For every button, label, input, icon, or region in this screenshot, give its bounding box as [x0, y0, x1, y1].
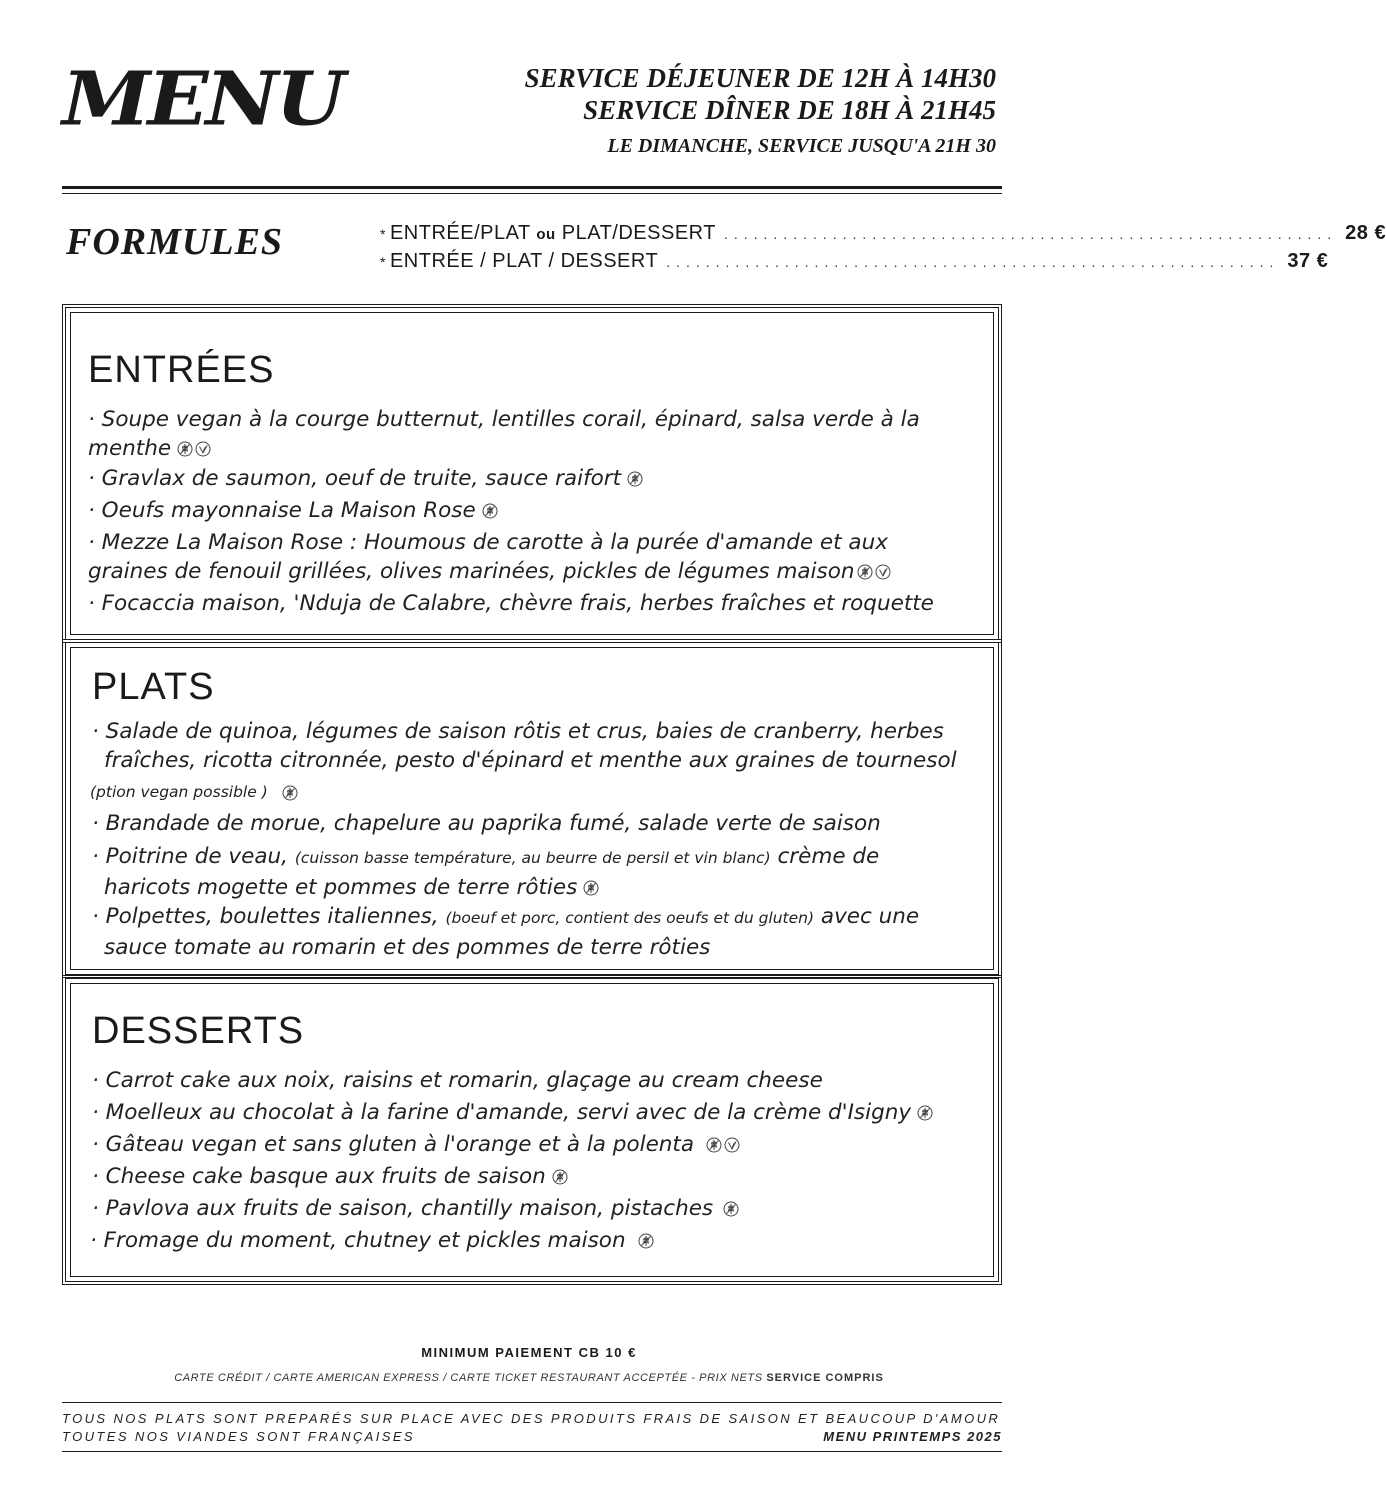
dinner-hours: SERVICE DÎNER DE 18H À 21H45: [583, 95, 996, 125]
menu-item-note: (ption vegan possible ): [90, 778, 298, 807]
header-divider-thin: [62, 193, 1002, 194]
gluten-free-icon: [917, 1105, 933, 1121]
gluten-free-icon: [282, 785, 298, 801]
formule-label: PLAT/DESSERT: [561, 222, 716, 244]
menu-item: · Gâteau vegan et sans gluten à l'orange et à la polenta: [92, 1130, 740, 1159]
header-divider: [62, 186, 1002, 189]
footer-divider: [62, 1402, 1002, 1403]
gluten-free-icon: [638, 1233, 654, 1249]
menu-season: MENU PRINTEMPS 2025: [823, 1429, 1002, 1444]
formules-title: FORMULES: [66, 221, 284, 263]
leader-dots: ..............................................................: [666, 254, 1280, 270]
sunday-hours: LE DIMANCHE, SERVICE JUSQU'A 21H 30: [607, 135, 996, 157]
menu-item: · Pavlova aux fruits de saison, chantilly maison, pistaches: [92, 1194, 739, 1223]
formule-label: ENTRÉE/PLAT: [389, 222, 531, 244]
formule-row: * ENTRÉE/PLAT ou PLAT/DESSERT .............................................................. 28 €: [380, 222, 1386, 244]
minimum-payment: MINIMUM PAIEMENT CB 10 €: [421, 1345, 637, 1360]
menu-item: · Salade de quinoa, légumes de saison rôtis et crus, baies de cranberry, herbes fraîches, ricotta citronnée, pesto d'épinard et menthe aux graines de tournesol: [92, 719, 957, 773]
menu-item: · Soupe vegan à la courge butternut, lentilles corail, épinard, salsa verde à la menthe: [88, 407, 920, 461]
menu-item: · Moelleux au chocolat à la farine d'amande, servi avec de la crème d'Isigny: [92, 1098, 933, 1127]
vegan-icon: [875, 564, 891, 580]
service-included: SERVICE COMPRIS: [766, 1372, 884, 1384]
menu-item: · Carrot cake aux noix, raisins et romarin, glaçage au cream cheese: [92, 1068, 823, 1093]
menu-item: · Brandade de morue, chapelure au paprika fumé, salade verte de saison: [92, 811, 881, 836]
formule-label: ENTRÉE / PLAT / DESSERT: [389, 250, 659, 272]
menu-item: · Fromage du moment, chutney et pickles maison: [90, 1226, 654, 1255]
entrees-section: [62, 304, 1002, 643]
plats-title: PLATS: [92, 666, 215, 708]
leader-dots: ..............................................................: [723, 226, 1338, 242]
payment-methods: CARTE CRÉDIT / CARTE AMERICAN EXPRESS / CARTE TICKET RESTAURANT ACCEPTÉE - PRIX NETS SERVICE COMPRIS: [174, 1372, 884, 1384]
menu-item: · Poitrine de veau, (cuisson basse température, au beurre de persil et vin blanc) crème de haricots mogette et pommes de terre rôties: [92, 844, 880, 900]
menu-item: · Focaccia maison, 'Nduja de Calabre, chèvre frais, herbes fraîches et roquette: [88, 591, 934, 616]
gluten-free-icon: [627, 471, 643, 487]
gluten-free-icon: [583, 880, 599, 896]
formule-price: 37 €: [1287, 250, 1329, 272]
gluten-free-icon: [177, 441, 193, 457]
gluten-free-icon: [706, 1137, 722, 1153]
meat-origin: TOUTES NOS VIANDES SONT FRANÇAISES: [62, 1429, 415, 1444]
menu-item: · Cheese cake basque aux fruits de saison: [92, 1162, 568, 1191]
entrees-title: ENTRÉES: [88, 349, 275, 391]
footer-meta: [62, 1429, 1002, 1444]
formule-price: 28 €: [1345, 222, 1386, 244]
gluten-free-icon: [723, 1201, 739, 1217]
gluten-free-icon: [857, 564, 873, 580]
footer-divider-bottom: [62, 1451, 1002, 1452]
gluten-free-icon: [482, 503, 498, 519]
menu-item: · Mezze La Maison Rose : Houmous de carotte à la purée d'amande et aux graines de fenouil grillées, olives marinées, pickles de légumes maison: [88, 528, 891, 586]
menu-item: · Gravlax de saumon, oeuf de truite, sauce raifort: [88, 464, 643, 493]
vegan-icon: [195, 441, 211, 457]
gluten-free-icon: [552, 1169, 568, 1185]
page-title: MENU: [62, 55, 343, 143]
menu-item: · Polpettes, boulettes italiennes, (boeuf et porc, contient des oeufs et du gluten) avec une sauce tomate au romarin et des pommes de terre rôties: [92, 904, 920, 960]
vegan-icon: [724, 1137, 740, 1153]
formule-row: * ENTRÉE / PLAT / DESSERT .............................................................. 37 €: [380, 250, 1329, 272]
formule-ou: ou: [536, 226, 556, 243]
footer-fresh: TOUS NOS PLATS SONT PREPARÉS SUR PLACE AVEC DES PRODUITS FRAIS DE SAISON ET BEAUCOUP D'AMOUR: [62, 1411, 1001, 1426]
plats-section: [62, 639, 1002, 978]
menu-item: · Oeufs mayonnaise La Maison Rose: [88, 496, 498, 525]
desserts-section: [62, 975, 1002, 1285]
desserts-title: DESSERTS: [92, 1010, 305, 1052]
service-hours: [525, 62, 996, 164]
lunch-hours: SERVICE DÉJEUNER DE 12H À 14H30: [524, 63, 996, 93]
